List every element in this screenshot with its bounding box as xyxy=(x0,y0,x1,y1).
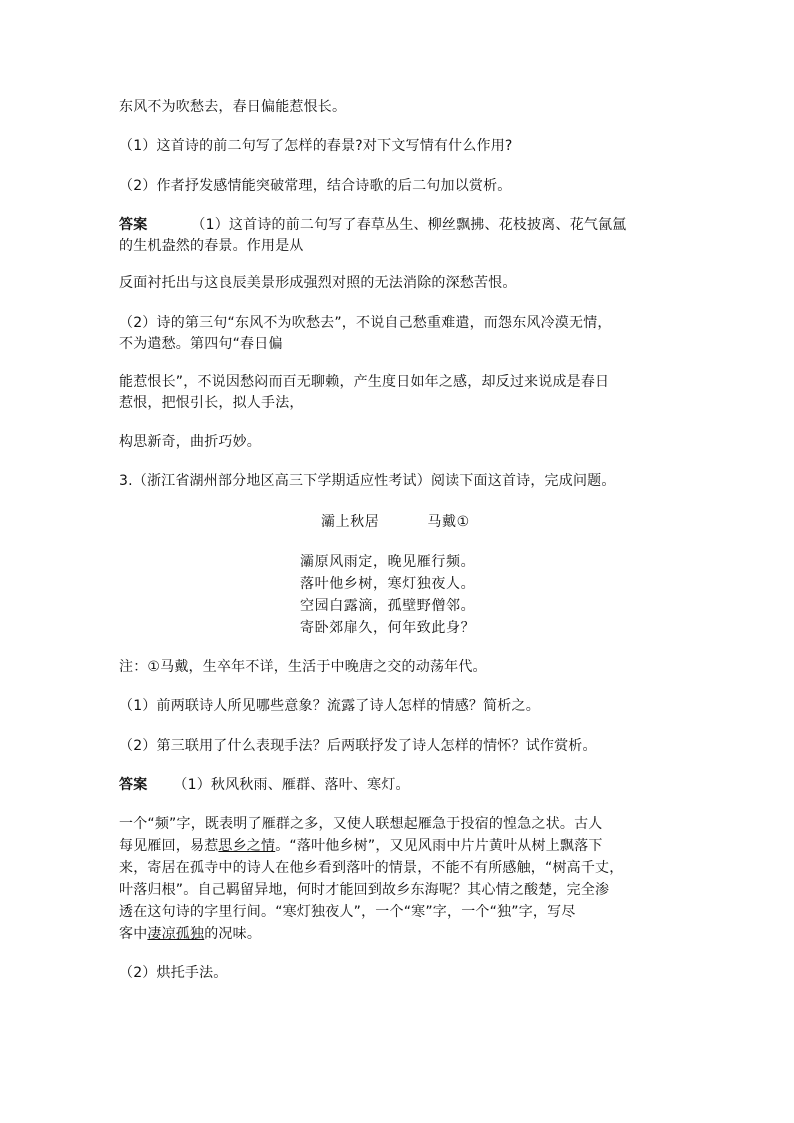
answer-2-line-3: 能惹恨长”，不说因愁闷而百无聊赖，产生度日如年之感，却反过来说成是春日 xyxy=(119,374,610,390)
note: 注：①马戴，生卒年不详，生活于中晚唐之交的动荡年代。 xyxy=(119,659,487,675)
answer-label: 答案 xyxy=(119,777,148,793)
answer-2-line-4: 惹恨，把恨引长，拟人手法， xyxy=(119,395,304,411)
answer-text: （1）秋风秋雨、雁群、落叶、寒灯。 xyxy=(173,777,410,793)
answer-2-line-5: 构思新奇，曲折巧妙。 xyxy=(119,434,261,450)
question-1: （1）这首诗的前二句写了怎样的春景?对下文写情有什么作用? xyxy=(119,138,513,154)
poem-line: 寄卧郊扉久，何年致此身？ xyxy=(300,620,476,636)
para-text: 。“落叶他乡树”，又见风雨中片片黄叶从树上飘落下 xyxy=(275,838,603,854)
poem-line: 空园白露滴，孤壁野僧邻。 xyxy=(300,598,476,614)
poem-line: 灞原风雨定，晚见雁行频。 xyxy=(300,554,476,570)
para-line: 来，寄居在孤寺中的诗人在他乡看到落叶的情景，不能不有所感触，“树高千丈， xyxy=(119,860,624,876)
answer-1-line-3: 反面衬托出与这良辰美景形成强烈对照的无法消除的深愁苦恨。 xyxy=(119,275,517,291)
para-line: 透在这句诗的字里行间。“寒灯独夜人”，一个“寒”字，一个“独”字，写尽 xyxy=(119,904,576,920)
answer-text: （1）这首诗的前二句写了春草丛生、柳丝飘拂、花枝披离、花气氤氲 xyxy=(191,217,627,233)
underlined-phrase: 思乡之情 xyxy=(218,838,276,854)
poem-last-line: 东风不为吹愁去，春日偏能惹恨长。 xyxy=(119,99,347,115)
poem-heading xyxy=(321,511,470,533)
answer-3-1 xyxy=(119,774,679,796)
para-line xyxy=(119,923,679,945)
question-3-1: （1）前两联诗人所见哪些意象？流露了诗人怎样的情感？简析之。 xyxy=(119,698,540,714)
answer-label: 答案 xyxy=(119,217,148,233)
para-text: 每见雁回，易惹 xyxy=(119,838,219,854)
para-line: 一个“频”字，既表明了雁群之多，又使人联想起雁急于投宿的惶急之状。古人 xyxy=(119,816,603,832)
para-line xyxy=(119,835,679,857)
question-2: （2）作者抒发感情能突破常理，结合诗歌的后二句加以赏析。 xyxy=(119,178,512,194)
para-text: 客中 xyxy=(119,926,148,942)
question-3-intro: 3.（浙江省湖州部分地区高三下学期适应性考试）阅读下面这首诗，完成问题。 xyxy=(119,473,616,489)
answer-2-line-1: （2）诗的第三句“东风不为吹愁去”，不说自己愁重难遣，而怨东风冷漠无情， xyxy=(119,315,612,331)
underlined-phrase: 凄凉孤独 xyxy=(147,926,205,942)
para-line: 叶落归根”。自己羁留异地，何时才能回到故乡东海呢？其心情之酸楚，完全渗 xyxy=(119,882,610,898)
answer-1-line-1 xyxy=(119,214,679,236)
poem-author: 马戴① xyxy=(427,514,470,530)
answer-2-line-2: 不为遣愁。第四句“春日偏 xyxy=(119,336,283,352)
para-text: 的况味。 xyxy=(204,926,262,942)
answer-1-line-2: 的生机盎然的春景。作用是从 xyxy=(119,238,304,254)
question-3-2: （2）第三联用了什么表现手法？后两联抒发了诗人怎样的情怀？试作赏析。 xyxy=(119,738,597,754)
answer-3-2: （2）烘托手法。 xyxy=(119,965,228,981)
poem-title: 灞上秋居 xyxy=(321,514,380,530)
poem-line: 落叶他乡树，寒灯独夜人。 xyxy=(300,576,476,592)
